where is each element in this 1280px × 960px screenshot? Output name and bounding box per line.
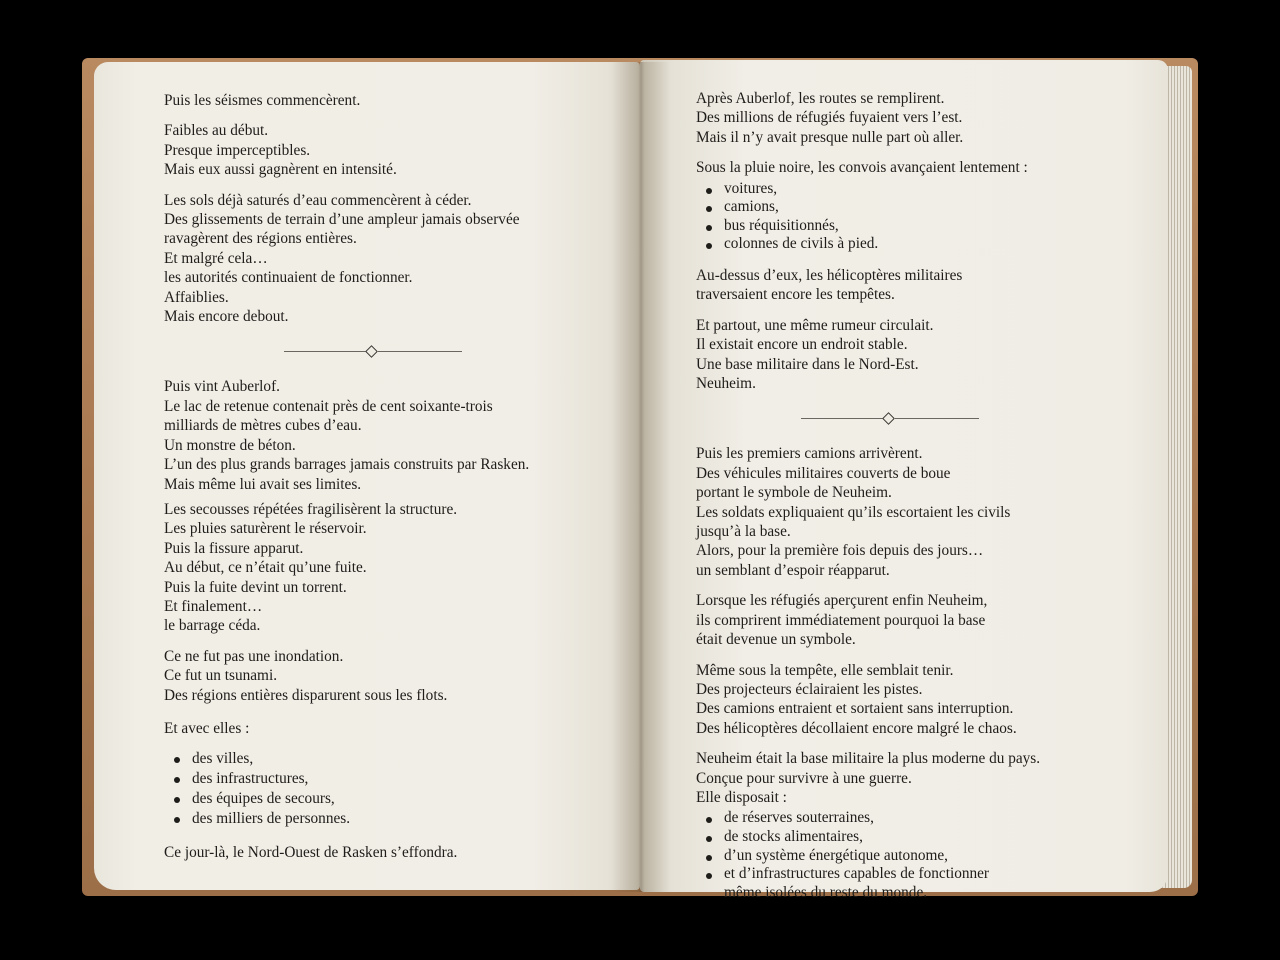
list-item-text: et d’infrastructures capables de fonctionner <box>724 865 990 883</box>
paragraph <box>164 719 604 738</box>
text-line: Affaiblies. <box>164 288 229 306</box>
text-line: L’un des plus grands barrages jamais construits par Rasken. <box>164 456 530 474</box>
paragraph <box>164 121 604 179</box>
right-page-text <box>696 89 1136 914</box>
text-line: portant le symbole de Neuheim. <box>696 484 892 502</box>
left-page-text <box>164 91 604 874</box>
text-line: Les soldats expliquaient qu’ils escortaient les civils <box>696 503 1011 521</box>
text-line: Des camions entraient et sortaient sans interruption. <box>696 700 1014 718</box>
text-line: Et malgré cela… <box>164 249 268 267</box>
text-line: Elle disposait : <box>696 788 787 806</box>
section-divider <box>696 404 1136 434</box>
list-item: des milliers de personnes. <box>164 809 604 829</box>
text-line: Puis la fissure apparut. <box>164 539 304 557</box>
list-item-continuation: même isolées du reste du monde. <box>724 883 928 901</box>
diamond-ornament-icon <box>365 346 378 359</box>
text-line: Mais il n’y avait presque nulle part où aller. <box>696 128 964 146</box>
text-line: les autorités continuaient de fonctionner. <box>164 269 413 287</box>
list-item: camions, <box>696 198 1136 217</box>
section-divider <box>164 337 604 367</box>
divider-rule <box>801 418 885 419</box>
divider-rule <box>895 418 979 419</box>
text-line: Une base militaire dans le Nord-Est. <box>696 355 919 373</box>
text-line: jusqu’à la base. <box>696 523 791 541</box>
text-line: Au début, ce n’était qu’une fuite. <box>164 559 367 577</box>
paragraph <box>164 500 604 636</box>
text-line: Les sols déjà saturés d’eau commencèrent à céder. <box>164 191 472 209</box>
list-item: bus réquisitionnés, <box>696 217 1136 236</box>
bullet-list <box>696 809 1136 902</box>
paragraph <box>696 158 1136 177</box>
paragraph <box>164 91 604 110</box>
paragraph <box>696 661 1136 739</box>
text-line: Des véhicules militaires couverts de boue <box>696 464 951 482</box>
paragraph <box>164 843 604 862</box>
text-line: milliards de mètres cubes d’eau. <box>164 417 362 435</box>
text-line: Des projecteurs éclairaient les pistes. <box>696 680 923 698</box>
text-line: Les pluies saturèrent le réservoir. <box>164 520 367 538</box>
paragraph <box>164 377 604 493</box>
text-line: Des glissements de terrain d’une ampleur jamais observée <box>164 211 520 229</box>
text-line: Puis les premiers camions arrivèrent. <box>696 445 923 463</box>
text-line: Et finalement… <box>164 597 263 615</box>
text-line: ils comprirent immédiatement pourquoi la base <box>696 611 986 629</box>
text-line: Des régions entières disparurent sous les flots. <box>164 686 448 704</box>
text-line: ravagèrent des régions entières. <box>164 230 357 248</box>
list-item <box>696 865 1136 902</box>
list-item: de réserves souterraines, <box>696 809 1136 828</box>
list-item: des infrastructures, <box>164 769 604 789</box>
paragraph <box>164 647 604 705</box>
paragraph <box>164 191 604 327</box>
text-line: Et avec elles : <box>164 719 250 737</box>
diamond-ornament-icon <box>882 413 895 426</box>
list-item: d’un système énergétique autonome, <box>696 847 1136 866</box>
text-line: Presque imperceptibles. <box>164 141 311 159</box>
list-item: des villes, <box>164 749 604 769</box>
list-item: voitures, <box>696 180 1136 199</box>
text-line: Lorsque les réfugiés aperçurent enfin Neuheim, <box>696 592 988 610</box>
text-line: Mais eux aussi gagnèrent en intensité. <box>164 161 397 179</box>
text-line: Mais même lui avait ses limites. <box>164 475 362 493</box>
text-line: un semblant d’espoir réapparut. <box>696 561 890 579</box>
text-line: était devenue un symbole. <box>696 631 856 649</box>
paragraph <box>696 316 1136 394</box>
text-line: Conçue pour survivre à une guerre. <box>696 769 912 787</box>
text-line: Des hélicoptères décollaient encore malgré le chaos. <box>696 719 1017 737</box>
text-line: Puis les séismes commencèrent. <box>164 92 361 109</box>
text-line: Ce ne fut pas une inondation. <box>164 647 344 665</box>
text-line: Le lac de retenue contenait près de cent soixante-trois <box>164 397 493 415</box>
text-line: Neuheim. <box>696 375 756 393</box>
paragraph <box>696 591 1136 649</box>
paragraph <box>696 749 1136 807</box>
text-line: Des millions de réfugiés fuyaient vers l’est. <box>696 109 963 127</box>
divider-rule <box>284 351 368 352</box>
text-line: Mais encore debout. <box>164 308 289 326</box>
text-line: Faibles au début. <box>164 122 269 140</box>
text-line: Un monstre de béton. <box>164 436 296 454</box>
paragraph <box>696 444 1136 580</box>
divider-rule <box>378 351 462 352</box>
text-line: Après Auberlof, les routes se remplirent. <box>696 90 945 107</box>
text-line: Les secousses répétées fragilisèrent la structure. <box>164 500 458 518</box>
text-line: le barrage céda. <box>164 617 261 635</box>
text-line: Au-dessus d’eux, les hélicoptères militaires <box>696 267 963 284</box>
text-line: traversaient encore les tempêtes. <box>696 286 895 304</box>
text-line: Puis la fuite devint un torrent. <box>164 578 347 596</box>
text-line: Même sous la tempête, elle semblait tenir. <box>696 661 954 679</box>
paragraph <box>696 266 1136 305</box>
text-line: Sous la pluie noire, les convois avançaient lentement : <box>696 159 1028 177</box>
bullet-list <box>696 180 1136 254</box>
text-line: Neuheim était la base militaire la plus moderne du pays. <box>696 750 1041 768</box>
paragraph <box>696 89 1136 147</box>
list-item: colonnes de civils à pied. <box>696 235 1136 254</box>
list-item: des équipes de secours, <box>164 789 604 809</box>
text-line: Puis vint Auberlof. <box>164 378 281 396</box>
text-line: Alors, pour la première fois depuis des jours… <box>696 542 984 560</box>
bullet-list <box>164 749 604 829</box>
text-line: Ce fut un tsunami. <box>164 667 278 685</box>
text-line: Il existait encore un endroit stable. <box>696 336 908 354</box>
text-line: Et partout, une même rumeur circulait. <box>696 316 934 334</box>
text-line: Ce jour-là, le Nord-Ouest de Rasken s’effondra. <box>164 844 458 862</box>
list-item: de stocks alimentaires, <box>696 828 1136 847</box>
